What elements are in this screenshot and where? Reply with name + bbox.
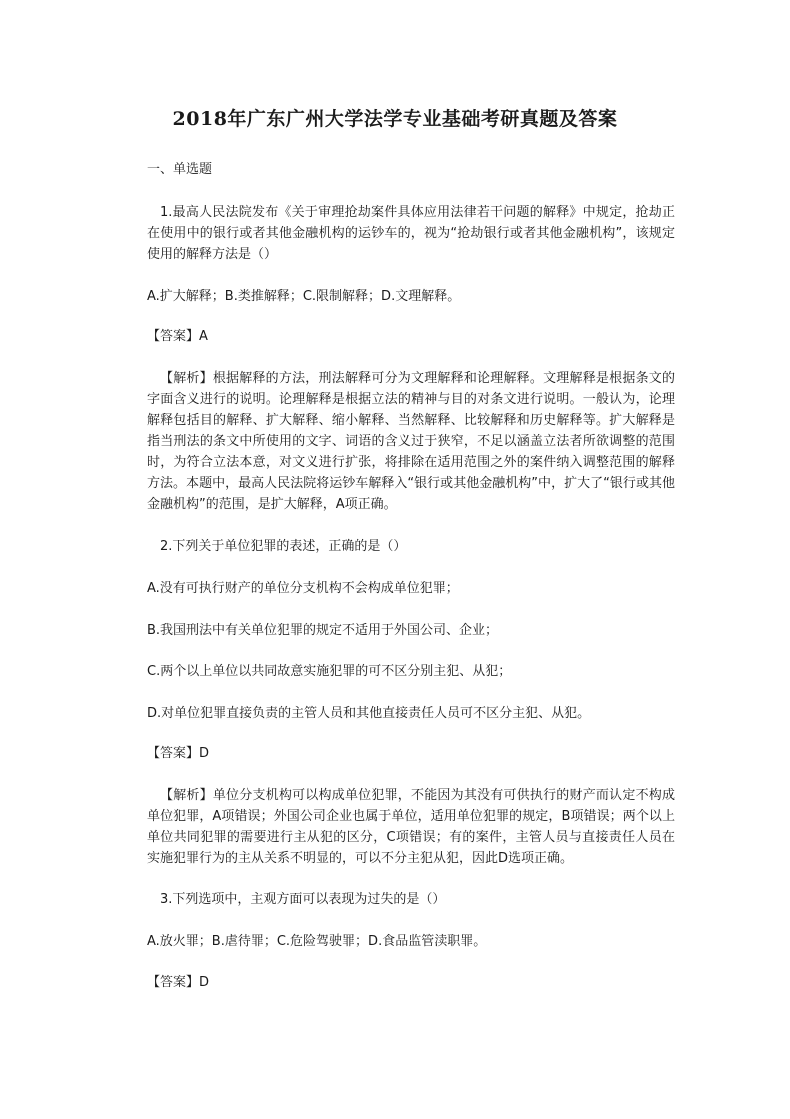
question-2-analysis: 【解析】单位分支机构可以构成单位犯罪，不能因为其没有可供执行的财产而认定不构成单位犯罪，A项错误；外国公司企业也属于单位，适用单位犯罪的规定，B项错误；两个以上单位共同犯罪的需要进行主从犯的区分，C项错误；有的案件，主管人员与直接责任人员在实施犯罪行为的主从关系不明显的，可以不分主犯从犯，因此D选项正确。 <box>147 788 675 866</box>
question-2-option-b: B.我国刑法中有关单位犯罪的规定不适用于外国公司、企业； <box>147 623 499 638</box>
question-2-stem: 2.下列关于单位犯罪的表述，正确的是（） <box>160 539 407 554</box>
question-3-options: A.放火罪；B.虐待罪；C.危险驾驶罪；D.食品监管渎职罪。 <box>147 934 487 949</box>
question-1-options: A.扩大解释；B.类推解释；C.限制解释；D.文理解释。 <box>147 289 461 304</box>
question-1-analysis: 【解析】根据解释的方法，刑法解释可分为文理解释和论理解释。文理解释是根据条文的字面含义进行的说明。论理解释是根据立法的精神与目的对条文进行说明。一般认为，论理解释包括目的解释、扩大解释、缩小解释、当然解释、比较解释和历史解释等。扩大解释是指当刑法的条文中所使用的文字、词语的含义过于狭窄，不足以涵盖立法者所欲调整的范围时，为符合立法本意，对文义进行扩张，将排除在适用范围之外的案件纳入调整范围的解释方法。本题中，最高人民法院将运钞车解释入“银行或其他金融机构”中，扩大了“银行或其他金融机构”的范围，是扩大解释，A项正确。 <box>147 371 675 512</box>
document-title: 2018年广东广州大学法学专业基础考研真题及答案 <box>172 108 618 130</box>
question-2-option-d: D.对单位犯罪直接负责的主管人员和其他直接责任人员可不区分主犯、从犯。 <box>147 706 591 721</box>
question-3-answer: 【答案】D <box>147 975 210 990</box>
question-1-answer: 【答案】A <box>147 329 208 344</box>
question-2-answer: 【答案】D <box>147 746 210 761</box>
question-2-option-c: C.两个以上单位以共同故意实施犯罪的可不区分别主犯、从犯； <box>147 664 512 679</box>
question-2-option-a: A.没有可执行财产的单位分支机构不会构成单位犯罪； <box>147 581 459 596</box>
question-3-stem: 3.下列选项中，主观方面可以表现为过失的是（） <box>160 892 446 907</box>
question-1-stem: 1.最高人民法院发布《关于审理抢劫案件具体应用法律若干问题的解释》中规定，抢劫正在使用中的银行或者其他金融机构的运钞车的，视为“抢劫银行或者其他金融机构”，该规定使用的解释方法是（） <box>147 205 675 262</box>
section-heading: 一、单选题 <box>147 162 213 177</box>
